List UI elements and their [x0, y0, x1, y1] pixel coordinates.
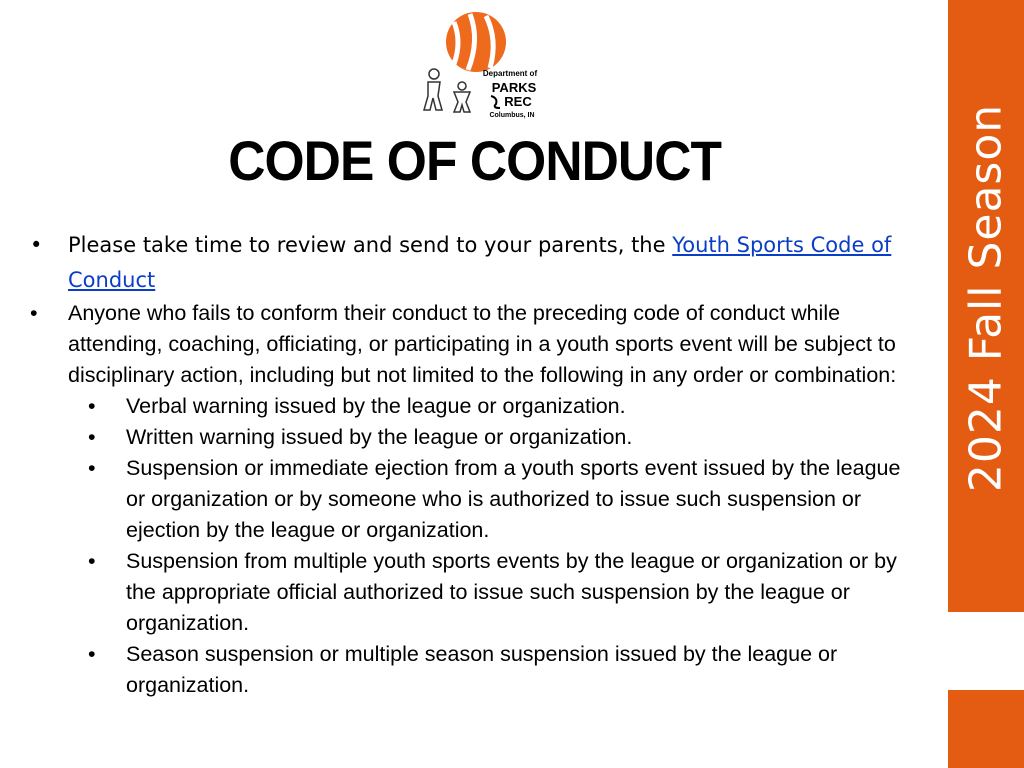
sub-bullet-marker: •	[88, 456, 96, 480]
youth-sports-code-link[interactable]: Youth Sports Code of Conduct	[68, 233, 892, 292]
sub-bullet-item	[28, 391, 908, 422]
logo-graphic	[418, 12, 548, 122]
bullet-item-review	[28, 228, 908, 298]
season-label: 2024 Fall Season	[960, 103, 1012, 493]
sidebar-accent-bottom	[948, 690, 1024, 768]
sub-bullet-item	[28, 546, 908, 639]
sidebar-gap	[948, 612, 1024, 690]
logo-line-2: PARKS	[491, 80, 537, 95]
sub-bullet-item	[28, 453, 908, 546]
logo-line-3: REC	[504, 94, 532, 109]
bullet-marker: •	[30, 301, 38, 325]
bullet-list	[28, 228, 908, 701]
sub-bullet-text: Written warning issued by the league or organization.	[126, 425, 633, 449]
people-icon	[424, 69, 470, 112]
ampersand-mark	[491, 96, 500, 108]
sub-bullet-marker: •	[88, 394, 96, 418]
sub-bullet-text: Suspension or immediate ejection from a youth sports event issued by the league or organization or by someone who is authorized to issue such suspension or ejection by the league or organization.	[126, 456, 901, 542]
sub-bullet-text: Season suspension or multiple season suspension issued by the league or organization.	[126, 642, 838, 697]
logo-line-4: Columbus, IN	[489, 112, 535, 119]
bullet-marker: •	[30, 233, 43, 257]
season-label-container	[948, 0, 1024, 612]
page-title: CODE OF CONDUCT	[228, 129, 722, 192]
sub-bullet-marker: •	[88, 425, 96, 449]
logo-line-1: Department of	[482, 69, 538, 78]
bullet-disciplinary-text: Anyone who fails to conform their conduct to the preceding code of conduct while attending, coaching, officiating, or participating in a youth sports event will be subject to disciplinary action, including but not limited to the following in any order or combination:	[68, 301, 897, 387]
bullet-item-disciplinary	[28, 298, 908, 391]
sub-bullet-text: Verbal warning issued by the league or organization.	[126, 394, 626, 418]
bullet-review-text: Please take time to review and send to your parents, the	[68, 233, 673, 257]
sub-bullet-text: Suspension from multiple youth sports events by the league or organization or by the appropriate official authorized to issue such suspension by the league or organization.	[126, 549, 897, 635]
sub-bullet-marker: •	[88, 642, 96, 666]
sub-bullet-item	[28, 422, 908, 453]
sub-bullet-marker: •	[88, 549, 96, 573]
parks-rec-logo	[418, 12, 548, 122]
sub-bullet-item	[28, 639, 908, 701]
